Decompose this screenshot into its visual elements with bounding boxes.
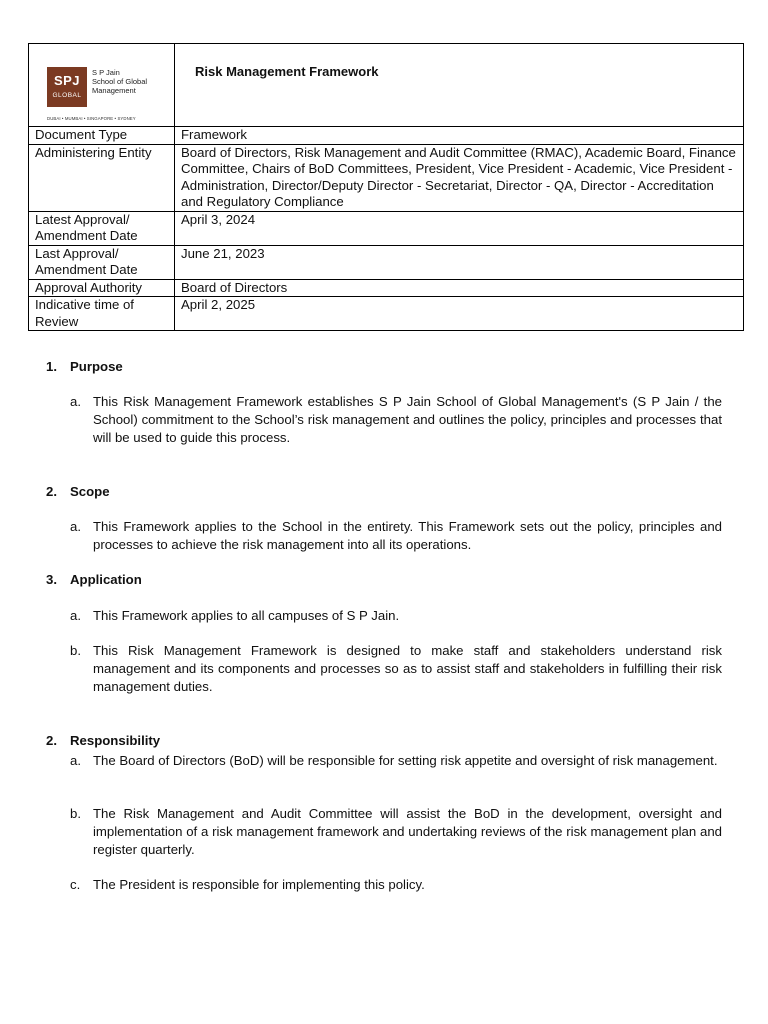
- meta-row: [29, 144, 744, 211]
- meta-row: [29, 297, 744, 331]
- section-heading-purpose: 1. Purpose: [46, 359, 123, 374]
- section-heading-application: 3. Application: [46, 572, 142, 587]
- meta-label: Last Approval/ Amendment Date: [29, 245, 175, 279]
- meta-row: [29, 279, 744, 297]
- meta-label: Document Type: [29, 127, 175, 145]
- section-heading-scope: 2. Scope: [46, 484, 110, 499]
- meta-value: April 3, 2024: [175, 211, 744, 245]
- list-item: a. This Risk Management Framework establishes S P Jain School of Global Management's (S P Jain / the School) commitment to the School’s risk management and outlines the policy, principles and processes that will be used to guide this process.: [70, 394, 722, 445]
- title-cell: [175, 44, 744, 127]
- document-metadata-table: [28, 43, 744, 331]
- section-heading-responsibility: 2. Responsibility: [46, 733, 161, 748]
- meta-label: Indicative time of Review: [29, 297, 175, 331]
- list-item: a. This Framework applies to all campuses of S P Jain.: [70, 608, 400, 623]
- list-item: a. This Framework applies to the School in the entirety. This Framework sets out the policy, principles and processes to achieve the risk management into all its operations.: [70, 519, 722, 552]
- meta-label: Latest Approval/ Amendment Date: [29, 211, 175, 245]
- meta-value: June 21, 2023: [175, 245, 744, 279]
- logo-wordmark: S P Jain School of Global Management: [92, 68, 148, 95]
- meta-label: Administering Entity: [29, 144, 175, 211]
- list-item: a. The Board of Directors (BoD) will be responsible for setting risk appetite and oversight of risk management.: [70, 753, 718, 768]
- spj-logo: [47, 67, 159, 119]
- logo-cities: DUBAI • MUMBAI • SINGAPORE • SYDNEY: [47, 116, 136, 121]
- meta-value: April 2, 2025: [175, 297, 744, 331]
- meta-row: [29, 127, 744, 145]
- meta-label: Approval Authority: [29, 279, 175, 297]
- list-item: b. This Risk Management Framework is designed to make staff and stakeholders understand risk management and its components and processes so as to assist staff and stakeholders in fulfilling their risk management duties.: [70, 643, 722, 694]
- logo-cell: [29, 44, 175, 127]
- list-item: b. The Risk Management and Audit Committee will assist the BoD in the development, oversight and implementation of a risk management framework and undertaking reviews of the risk management plan and register quarterly.: [70, 806, 722, 857]
- meta-row: [29, 245, 744, 279]
- meta-value: Board of Directors, Risk Management and Audit Committee (RMAC), Academic Board, Finance Committee, Chairs of BoD Committees, President, Vice President - Academic, Vice President - Administration, Director/Deputy Director - Secretariat, Director - QA, Director - Accreditation and Regulatory Compliance: [175, 144, 744, 211]
- meta-value: Framework: [175, 127, 744, 145]
- logo-mark: SPJ GLOBAL: [47, 67, 87, 107]
- meta-value: Board of Directors: [175, 279, 744, 297]
- list-item: c. The President is responsible for implementing this policy.: [70, 877, 425, 892]
- document-title: Risk Management Framework: [195, 64, 379, 79]
- meta-row: [29, 211, 744, 245]
